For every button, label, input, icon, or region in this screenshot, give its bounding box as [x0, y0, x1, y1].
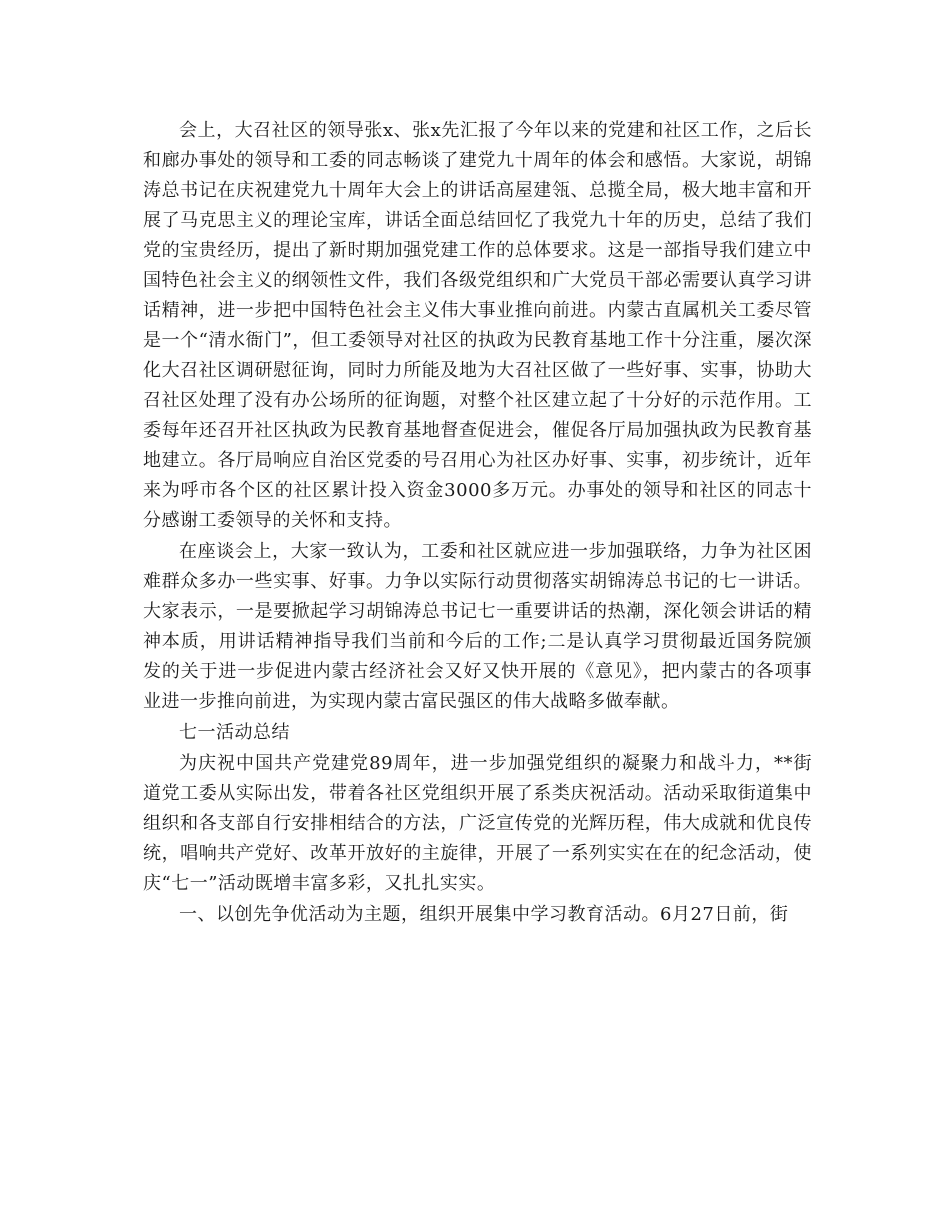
- section-heading: 七一活动总结: [179, 722, 290, 743]
- paragraph-symposium-consensus: 在座谈会上，大家一致认为，工委和社区就应进一步加强联络，力争为社区困难群众多办一些实事、好事。力争以实际行动贯彻落实胡锦涛总书记的七一讲话。大家表示，一是要掀起学习胡锦涛总书记七一重要讲话的热潮，深化领会讲话的精神本质，用讲话精神指导我们当前和今后的工作;二是认真学习贯彻最近国务院颁发的关于进一步促进内蒙古经济社会又好又快开展的《意见》，把内蒙古的各项事业进一步推向前进，为实现内蒙古富民强区的伟大战略多做奉献。: [143, 541, 812, 712]
- paragraph-celebration-intro: 为庆祝中国共产党建党89周年，进一步加强党组织的凝聚力和战斗力，**街道党工委从实际出发，带着各社区党组织开展了系类庆祝活动。活动采取街道集中组织和各支部自行安排相结合的方法，广泛宣传党的光辉历程，伟大成就和优良传统，唱响共产党好、改革开放好的主旋律，开展了一系列实实在在的纪念活动，使庆“七一”活动既增丰富多彩，又扎扎实实。: [143, 753, 812, 894]
- document-body: [143, 116, 812, 931]
- paragraph-meeting-report: 会上，大召社区的领导张x、张x先汇报了今年以来的党建和社区工作，之后长和廊办事处的领导和工委的同志畅谈了建党九十周年的体会和感悟。大家说，胡锦涛总书记在庆祝建党九十周年大会上的讲话高屋建瓴、总揽全局，极大地丰富和开展了马克思主义的理论宝库，讲话全面总结回忆了我党九十年的历史，总结了我们党的宝贵经历，提出了新时期加强党建工作的总体要求。这是一部指导我们建立中国特色社会主义的纲领性文件，我们各级党组织和广大党员干部必需要认真学习讲话精神，进一步把中国特色社会主义伟大事业推向前进。内蒙古直属机关工委尽管是一个“清水衙门”，但工委领导对社区的执政为民教育基地工作十分注重，屡次深化大召社区调研慰征询，同时力所能及地为大召社区做了一些好事、实事，协助大召社区处理了没有办公场所的征询题，对整个社区建立起了十分好的示范作用。工委每年还召开社区执政为民教育基地督查促进会，催促各厅局加强执政为民教育基地建立。各厅局响应自治区党委的号召用心为社区办好事、实事，初步统计，近年来为呼市各个区的社区累计投入资金3000多万元。办事处的领导和社区的同志十分感谢工委领导的关怀和支持。: [143, 120, 812, 531]
- paragraph-item-one: 一、以创先争优活动为主题，组织开展集中学习教育活动。6月27日前，街: [179, 904, 789, 925]
